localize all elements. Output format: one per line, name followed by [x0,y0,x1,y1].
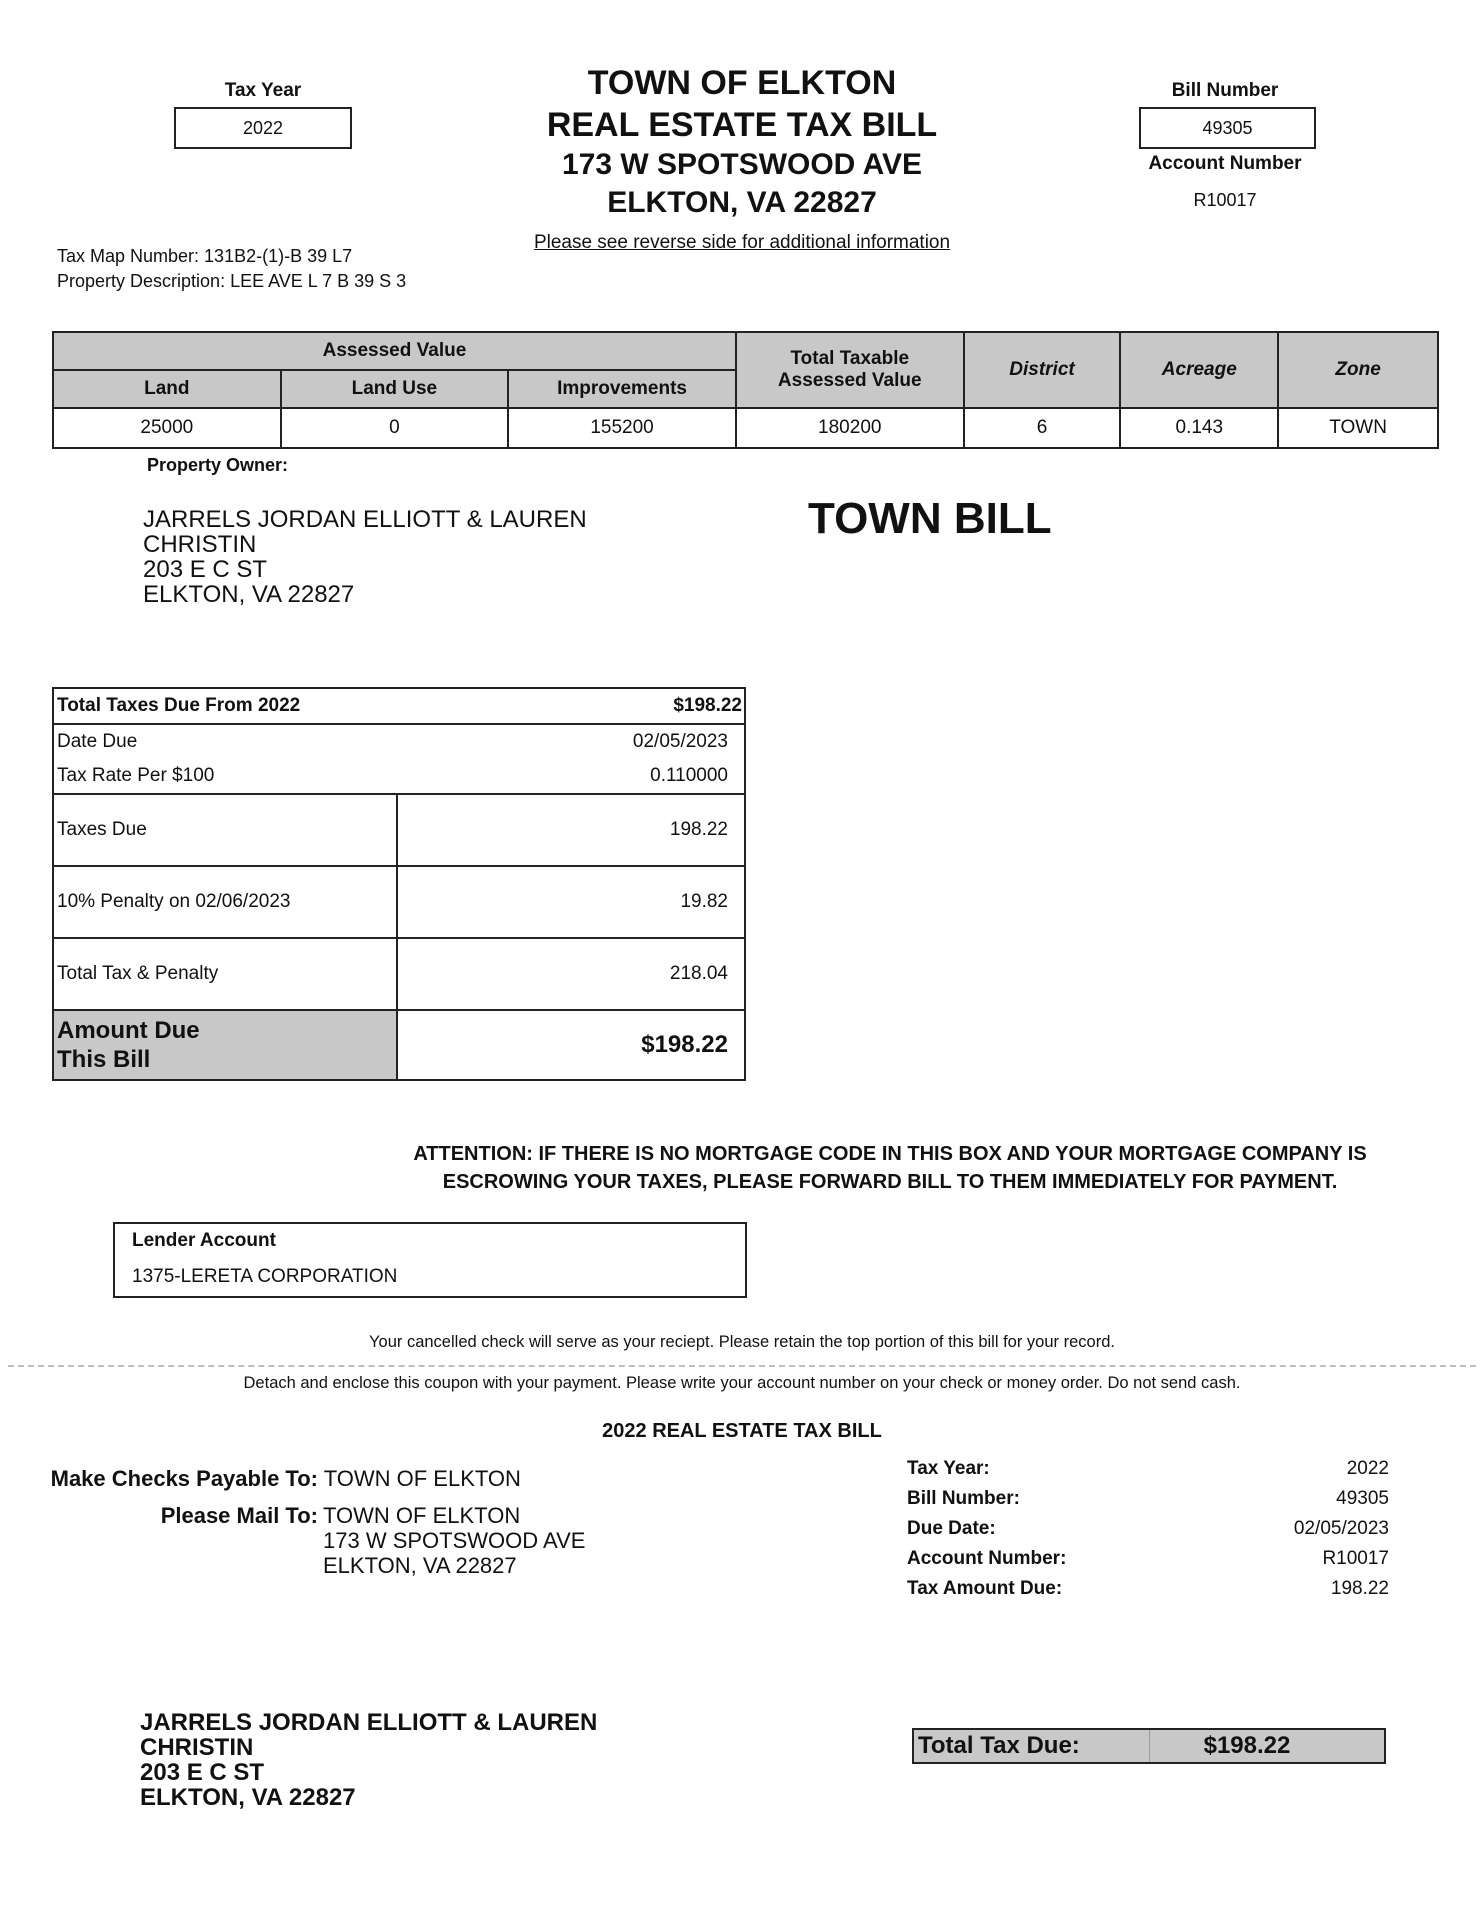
total-tax-due-box [912,1728,1386,1764]
mail-to-row [40,1503,585,1578]
acreage-header: Acreage [1120,332,1278,408]
mail-to-line3: ELKTON, VA 22827 [323,1553,517,1578]
total-taxes-due-label: Total Taxes Due From 2022 [57,695,301,716]
lender-account-label: Lender Account [132,1230,276,1251]
coupon-detail-row [907,1518,1389,1548]
coupon-title: 2022 REAL ESTATE TAX BILL [602,1420,882,1442]
mail-to-label: Please Mail To: [160,1503,318,1528]
property-description: Property Description: LEE AVE L 7 B 39 S 3 [57,271,407,291]
account-number-value: R10017 [1193,190,1257,210]
total-tax-due-value: $198.22 [1203,1732,1291,1759]
town-bill-heading: TOWN BILL [808,494,1052,543]
total-taxable-header-line2: Assessed Value [777,370,922,391]
date-due-row [54,725,744,759]
coupon-account-number-label: Account Number: [907,1548,1067,1569]
amount-due-label-line1: Amount Due [57,1017,200,1044]
receipt-note: Your cancelled check will serve as your reciept. Please retain the top portion of this bill for your record. [369,1333,1115,1351]
district-header: District [964,332,1121,408]
taxes-due-value: 198.22 [669,819,728,840]
bill-number-value: 49305 [1202,117,1253,138]
land-use-header: Land Use [281,370,509,408]
coupon-owner-name-cont: CHRISTIN [140,1734,254,1761]
total-taxable-header [736,332,964,408]
total-taxable-header-line1: Total Taxable [790,348,910,369]
coupon-tax-amount-value: 198.22 [1330,1578,1389,1599]
assessed-value-header: Assessed Value [53,332,736,370]
bill-number-box [1139,107,1316,149]
coupon-bill-number-value: 49305 [1336,1488,1389,1509]
coupon-detail-row [907,1488,1389,1518]
mail-to-line2: 173 W SPOTSWOOD AVE [323,1528,586,1553]
coupon-detail-row [907,1458,1389,1488]
payable-to-value: TOWN OF ELKTON [323,1466,521,1491]
coupon-due-date-label: Due Date: [907,1518,996,1539]
mail-to-line1: TOWN OF ELKTON [323,1503,521,1528]
coupon-tax-year-value: 2022 [1346,1458,1389,1479]
lender-account-value: 1375-LERETA CORPORATION [132,1266,398,1287]
penalty-label: 10% Penalty on 02/06/2023 [54,867,398,937]
property-owner-label: Property Owner: [147,455,289,475]
tax-rate-value: 0.110000 [650,765,728,786]
town-address-city: ELKTON, VA 22827 [607,186,877,219]
payable-to-row [40,1466,521,1492]
total-taxes-due-row [54,689,744,725]
total-tax-penalty-value: 218.04 [669,963,728,984]
detach-note: Detach and enclose this coupon with your payment. Please write your account number on your check or money order. Do not send cash. [243,1374,1241,1392]
assessment-table [52,331,1439,449]
district-value: 6 [964,408,1121,448]
total-tax-penalty-label: Total Tax & Penalty [54,939,398,1009]
tax-year-value: 2022 [242,117,284,138]
payable-to-label: Make Checks Payable To: [50,1466,318,1491]
amount-due-value: $198.22 [641,1031,728,1058]
lender-account-box [113,1222,747,1298]
account-number-label: Account Number [1148,153,1302,174]
town-name: TOWN OF ELKTON [587,64,897,102]
coupon-owner-street: 203 E C ST [140,1759,265,1786]
coupon-account-number-value: R10017 [1322,1548,1389,1569]
tax-rate-row [54,759,744,793]
taxes-due-label: Taxes Due [54,795,398,865]
coupon-bill-number-label: Bill Number: [907,1488,1020,1509]
total-taxable-value: 180200 [736,408,964,448]
total-taxes-due-value: $198.22 [673,695,742,716]
property-info [57,244,406,294]
penalty-row [54,865,744,937]
town-address-street: 173 W SPOTSWOOD AVE [561,148,923,181]
tax-map-number: Tax Map Number: 131B2-(1)-B 39 L7 [57,246,353,266]
attention-line2: ESCROWING YOUR TAXES, PLEASE FORWARD BILL TO THEM IMMEDIATELY FOR PAYMENT. [442,1171,1338,1193]
zone-value: TOWN [1278,408,1438,448]
improvements-header: Improvements [508,370,736,408]
coupon-detail-row [907,1578,1389,1608]
date-due-value: 02/05/2023 [632,731,728,752]
total-tax-due-label: Total Tax Due: [914,1730,1150,1762]
zone-header: Zone [1278,332,1438,408]
detach-line [8,1365,1476,1367]
coupon-owner-address [140,1710,597,1810]
acreage-value: 0.143 [1120,408,1278,448]
bill-number-label: Bill Number [1171,80,1279,101]
tax-year-box [174,107,352,149]
owner-name: JARRELS JORDAN ELLIOTT & LAUREN [143,506,587,533]
taxes-due-row [54,793,744,865]
improvements-value: 155200 [508,408,736,448]
date-due-label: Date Due [57,731,138,752]
land-header: Land [53,370,281,408]
taxes-summary-box [52,687,746,1081]
coupon-tax-year-label: Tax Year: [907,1458,990,1479]
reverse-side-note: Please see reverse side for additional information [533,232,951,253]
attention-line1: ATTENTION: IF THERE IS NO MORTGAGE CODE IN THIS BOX AND YOUR MORTGAGE COMPANY IS [413,1143,1367,1165]
penalty-value: 19.82 [680,891,728,912]
bill-title: REAL ESTATE TAX BILL [546,106,938,144]
coupon-tax-amount-label: Tax Amount Due: [907,1578,1063,1599]
owner-street: 203 E C ST [143,556,268,583]
coupon-details [907,1458,1389,1608]
owner-address [143,507,587,607]
land-use-value: 0 [281,408,509,448]
owner-city: ELKTON, VA 22827 [143,581,355,608]
amount-due-row [54,1009,744,1079]
amount-due-label [54,1011,398,1079]
tax-year-label: Tax Year [224,80,302,101]
amount-due-label-line2: This Bill [57,1046,151,1073]
coupon-due-date-value: 02/05/2023 [1293,1518,1389,1539]
coupon-owner-city: ELKTON, VA 22827 [140,1784,356,1811]
land-value: 25000 [53,408,281,448]
tax-rate-label: Tax Rate Per $100 [57,765,215,786]
mortgage-attention-notice [340,1140,1440,1196]
assessment-row [53,408,1438,448]
bill-title-block [460,62,1024,222]
mail-to-address [323,1503,585,1578]
coupon-owner-name: JARRELS JORDAN ELLIOTT & LAUREN [140,1709,598,1736]
owner-name-cont: CHRISTIN [143,531,257,558]
coupon-detail-row [907,1548,1389,1578]
total-tax-penalty-row [54,937,744,1009]
